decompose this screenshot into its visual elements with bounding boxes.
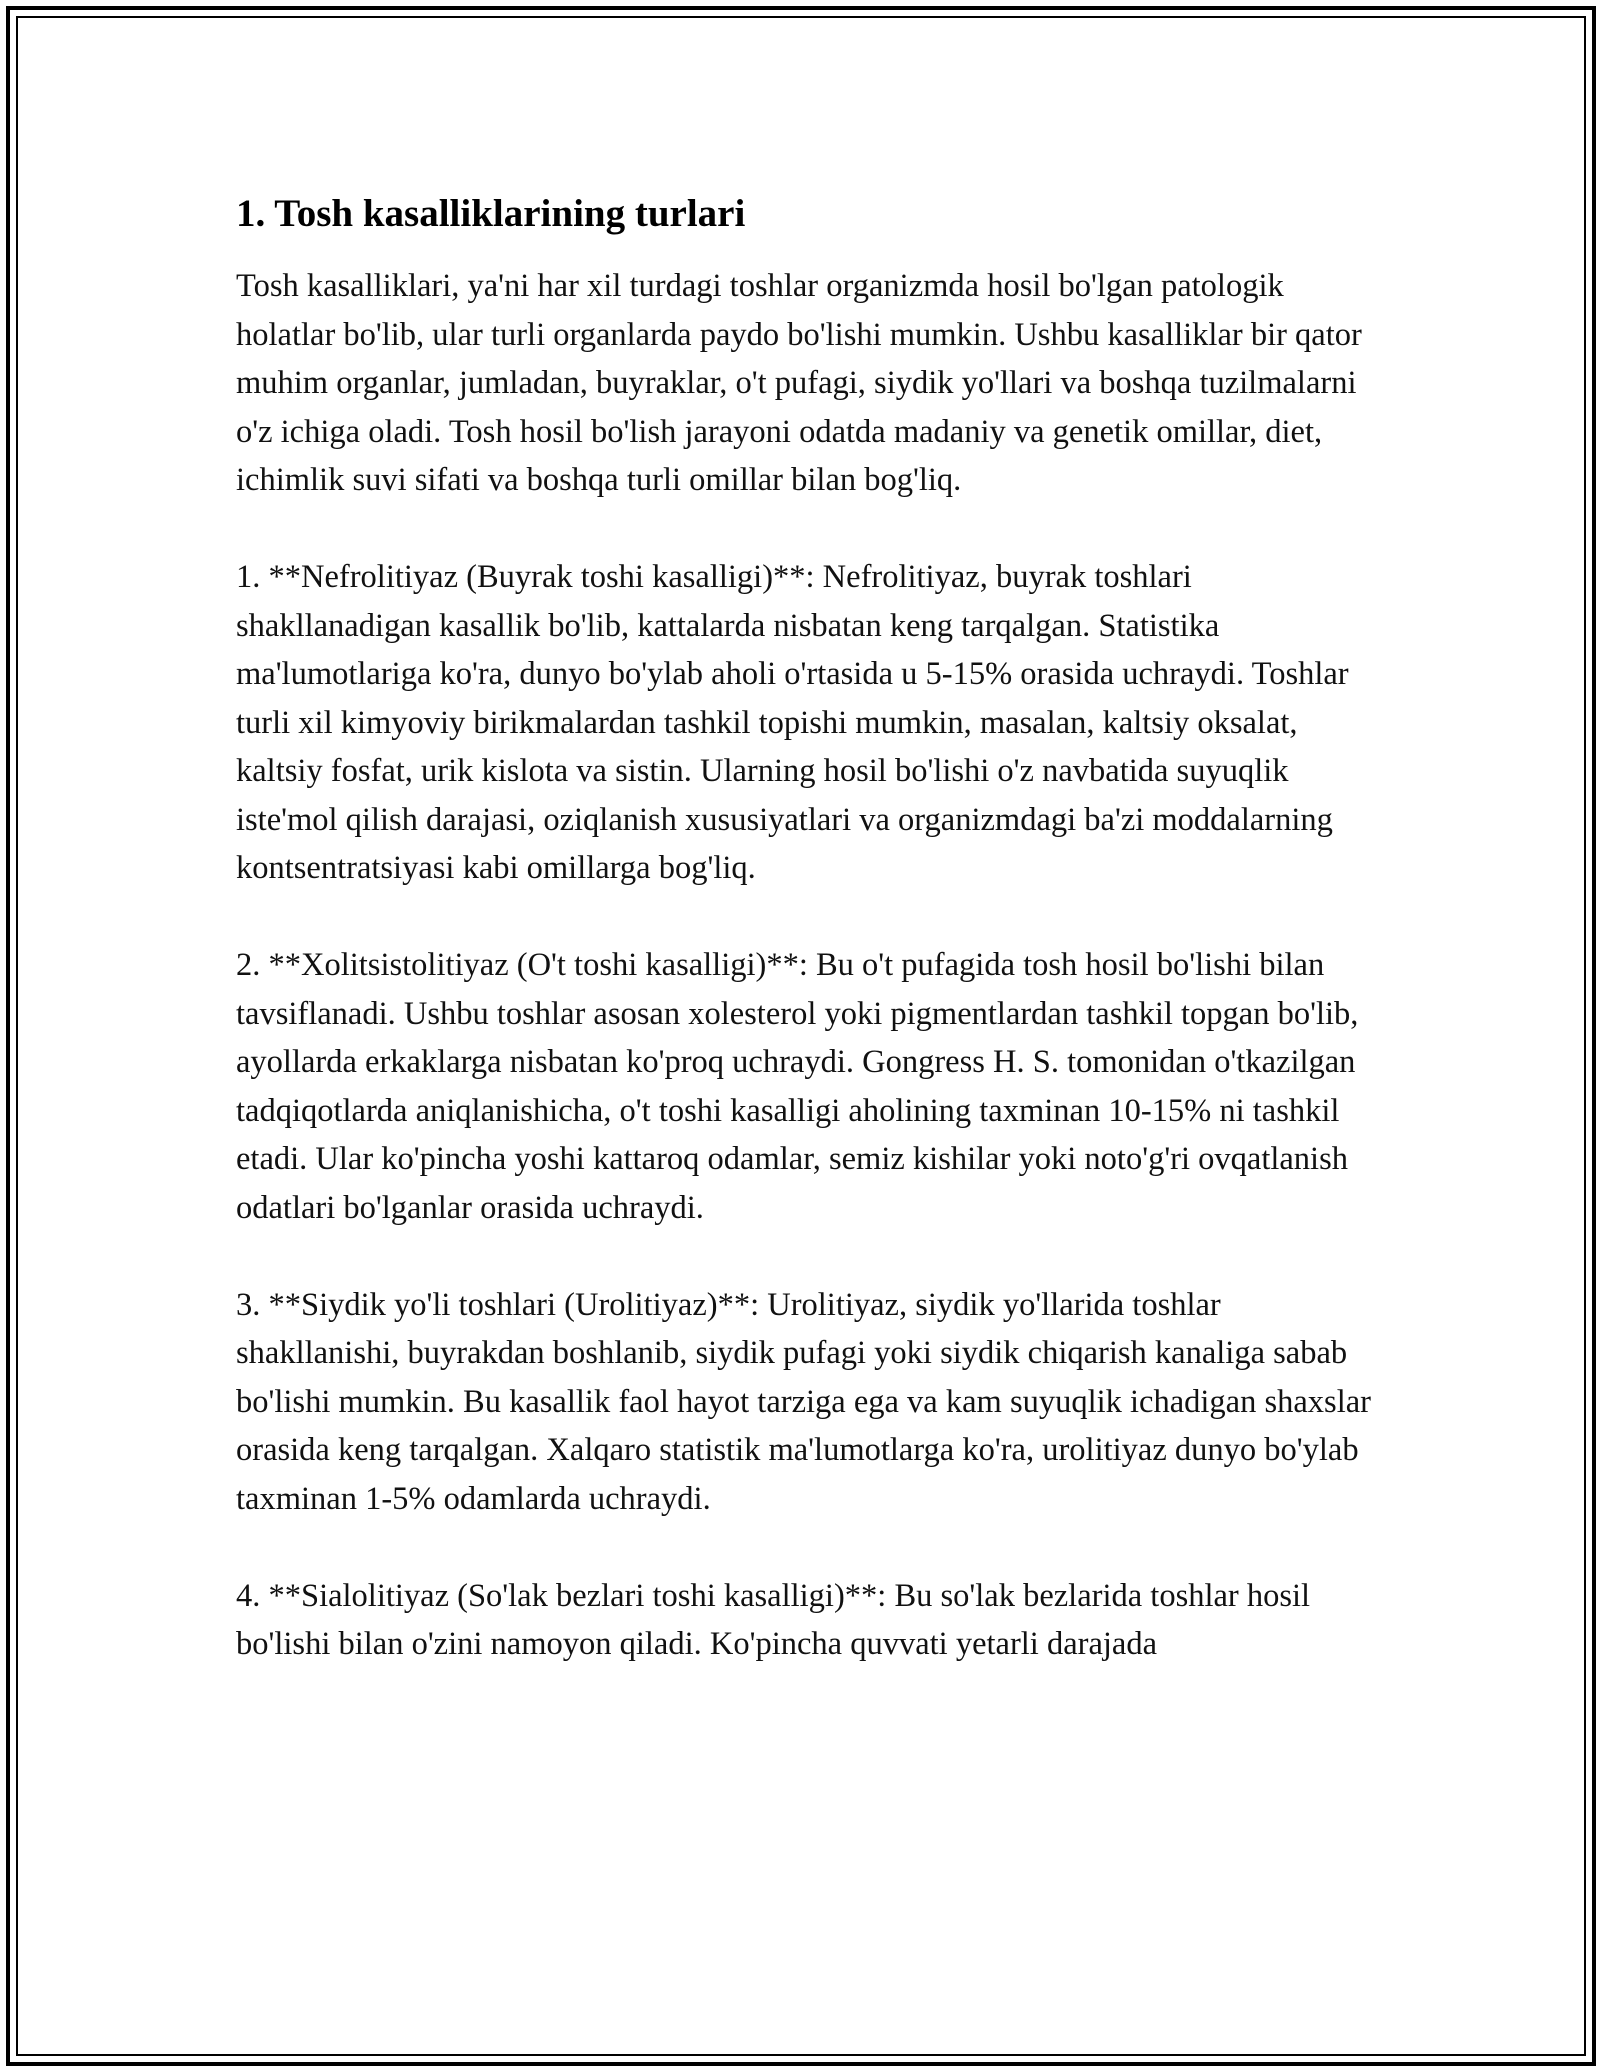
cholecystolithiasis-paragraph: 2. **Xolitsistolitiyaz (O't toshi kasalligi)**: Bu o't pufagida tosh hosil bo'lishi bilan tavsiflanadi. Ushbu toshlar asosan xolesterol yoki pigmentlardan tashkil topgan bo'lib, ayollarda erkaklarga nisbatan ko'proq uchraydi. Gongress H. S. tomonidan o'tkazilgan tadqiqotlarda aniqlanishicha, o't toshi kasalligi aholining taxminan 10-15% ni tashkil etadi. Ular ko'pincha yoshi kattaroq odamlar, semiz kishilar yoki noto'g'ri ovqatlanish odatlari bo'lganlar orasida uchraydi. — [236, 947, 1359, 1226]
sialolithiasis-paragraph: 4. **Sialolitiyaz (So'lak bezlari toshi kasalligi)**: Bu so'lak bezlarida toshlar hosil bo'lishi bilan o'zini namoyon qiladi. Ko'pincha quvvati yetarli darajada — [236, 1577, 1311, 1662]
nephrolithiasis-paragraph: 1. **Nefrolitiyaz (Buyrak toshi kasalligi)**: Nefrolitiyaz, buyrak toshlari shakllanadigan kasallik bo'lib, kattalarda nisbatan keng tarqalgan. Statistika ma'lumotlariga ko'ra, dunyo bo'ylab aholi o'rtasida u 5-15% orasida uchraydi. Toshlar turli xil kimyoviy birikmalardan tashkil topishi mumkin, masalan, kaltsiy oksalat, kaltsiy fosfat, urik kislota va sistin. Ularning hosil bo'lishi o'z navbatida suyuqlik iste'mol qilish darajasi, oziqlanish xususiyatlari va organizmdagi ba'zi moddalarning kontsentratsiyasi kabi omillarga bog'liq. — [236, 559, 1349, 886]
urolithiasis-paragraph: 3. **Siydik yo'li toshlari (Urolitiyaz)**: Urolitiyaz, siydik yo'llarida toshlar shakllanishi, buyrakdan boshlanib, siydik pufagi yoki siydik chiqarish kanaliga sabab bo'lishi mumkin. Bu kasallik faol hayot tarziga ega va kam suyuqlik ichadigan shaxslar orasida keng tarqalgan. Xalqaro statistik ma'lumotlarga ko'ra, urolitiyaz dunyo bo'ylab taxminan 1-5% odamlarda uchraydi. — [236, 1286, 1371, 1517]
section-heading: 1. Tosh kasalliklarining turlari — [236, 192, 746, 235]
document-body — [236, 186, 1376, 1717]
intro-paragraph: Tosh kasalliklari, ya'ni har xil turdagi toshlar organizmda hosil bo'lgan patologik holatlar bo'lib, ular turli organlarda paydo bo'lishi mumkin. Ushbu kasalliklar bir qator muhim organlar, jumladan, buyraklar, o't pufagi, siydik yo'llari va boshqa tuzilmalarni o'z ichiga oladi. Tosh hosil bo'lish jarayoni odatda madaniy va genetik omillar, diet, ichimlik suvi sifati va boshqa turli omillar bilan bog'liq. — [236, 268, 1362, 498]
